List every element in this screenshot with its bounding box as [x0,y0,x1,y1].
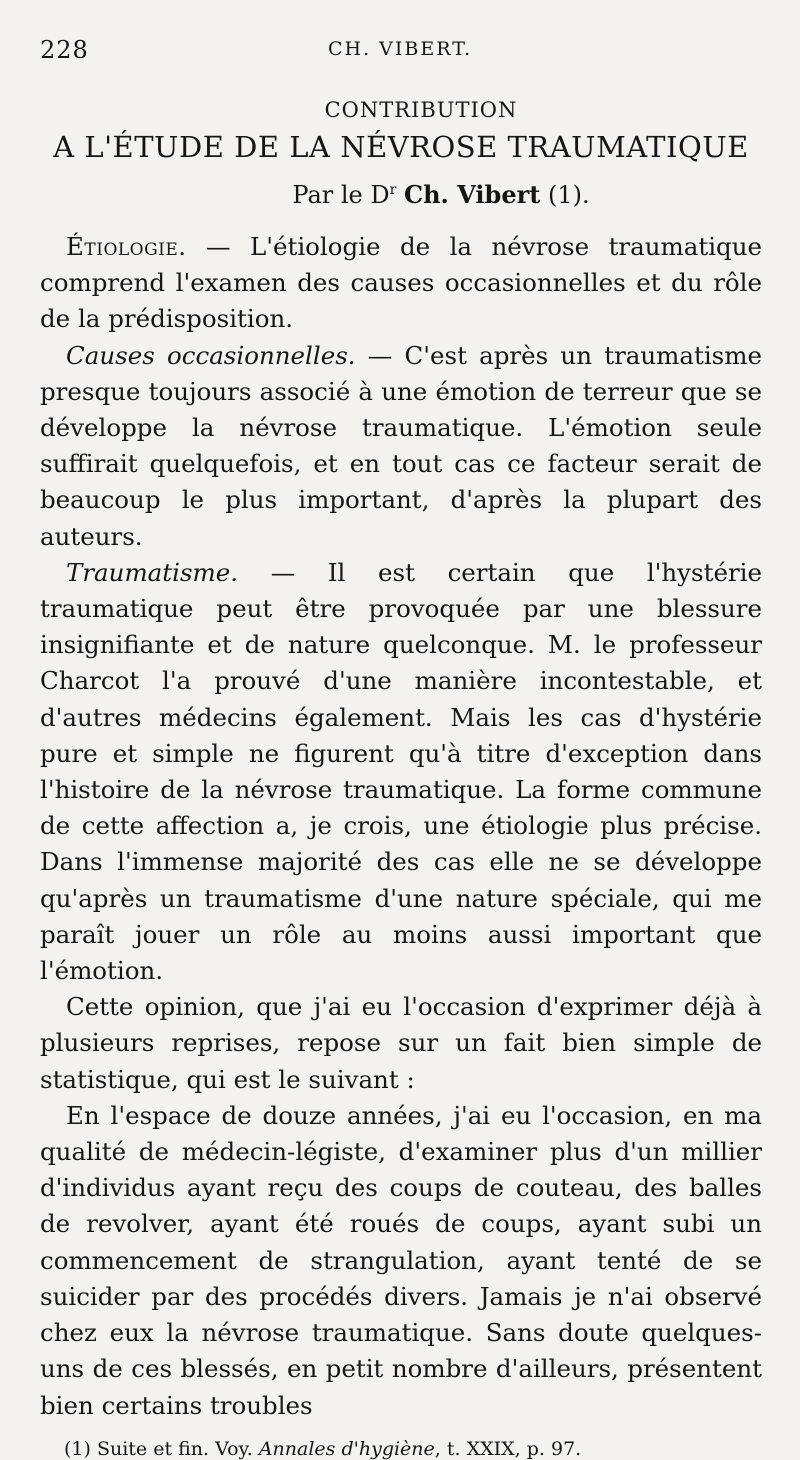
author-name: Ch. Vibert [403,180,541,209]
footnote-rest: , t. XXIX, p. 97. [434,1437,582,1460]
paragraph-statistique: En l'espace de douze années, j'ai eu l'occasion, en ma qualité de médecin-légiste, d'examiner plus d'un millier d'individus ayant reçu des coups de couteau, des balles de revolver, ayant été roués de coups, ayant subi un commencement de strangulation, ayant tenté de se suicider par des procédés divers. Jamais je n'ai observé chez eux la névrose traumatique. Sans doute quelques-uns de ces blessés, en petit nombre d'ailleurs, présentent bien certains troubles [40,1100,762,1420]
footnote [40,1438,762,1460]
section-heading-causes: Causes occasionnelles. [66,340,356,370]
title-line-2: A L'ÉTUDE DE LA NÉVROSE TRAUMATIQUE [53,130,749,164]
title-block [40,98,762,209]
title-line-1: CONTRIBUTION [324,98,518,122]
paragraph-traumatisme [40,555,762,989]
footnote-marker: (1) Suite et fin. Voy. [64,1437,259,1460]
paragraph-text: — L'étiologie de la névrose traumatique comprend l'examen des causes occasionnelles et du rôle de la prédisposition. [40,232,762,334]
byline [40,180,762,209]
body-text [40,229,762,1424]
section-heading-traumatisme: Traumatisme. [66,557,239,587]
byline-prefix: Par le D [292,181,390,209]
paragraph-causes [40,338,762,555]
running-author: CH. VIBERT. [328,38,473,60]
page-number: 228 [40,36,89,64]
paragraph-etiologie [40,229,762,338]
paragraph-text: — C'est après un traumatisme presque toujours associé à une émotion de terreur que se développe la névrose traumatique. L'émotion seule suffirait quelquefois, et en tout cas ce facteur serait de beaucoup le plus important, d'après la plupart des auteurs. [40,340,762,551]
byline-suffix: (1). [540,181,590,209]
paragraph-opinion: Cette opinion, que j'ai eu l'occasion d'exprimer déjà à plusieurs reprises, repose sur un fait bien simple de statistique, qui est le suivant : [40,992,762,1094]
running-head [40,30,762,70]
paragraph-text: — Il est certain que l'hystérie traumatique peut être provoquée par une blessure insignifiante et de nature quelconque. M. le professeur Charcot l'a prouvé d'une manière incontestable, et d'autres médecins également. Mais les cas d'hystérie pure et simple ne figurent qu'à titre d'exception dans l'histoire de la névrose traumatique. La forme commune de cette affection a, je crois, une étiologie plus précise. Dans l'immense majorité des cas elle ne se développe qu'après un traumatisme d'une nature spéciale, qui me paraît jouer un rôle au moins aussi important que l'émotion. [40,557,762,986]
byline-sup: r [389,182,397,198]
footnote-journal: Annales d'hygiène [258,1437,435,1460]
section-heading-etiologie: Étiologie. [66,232,187,261]
